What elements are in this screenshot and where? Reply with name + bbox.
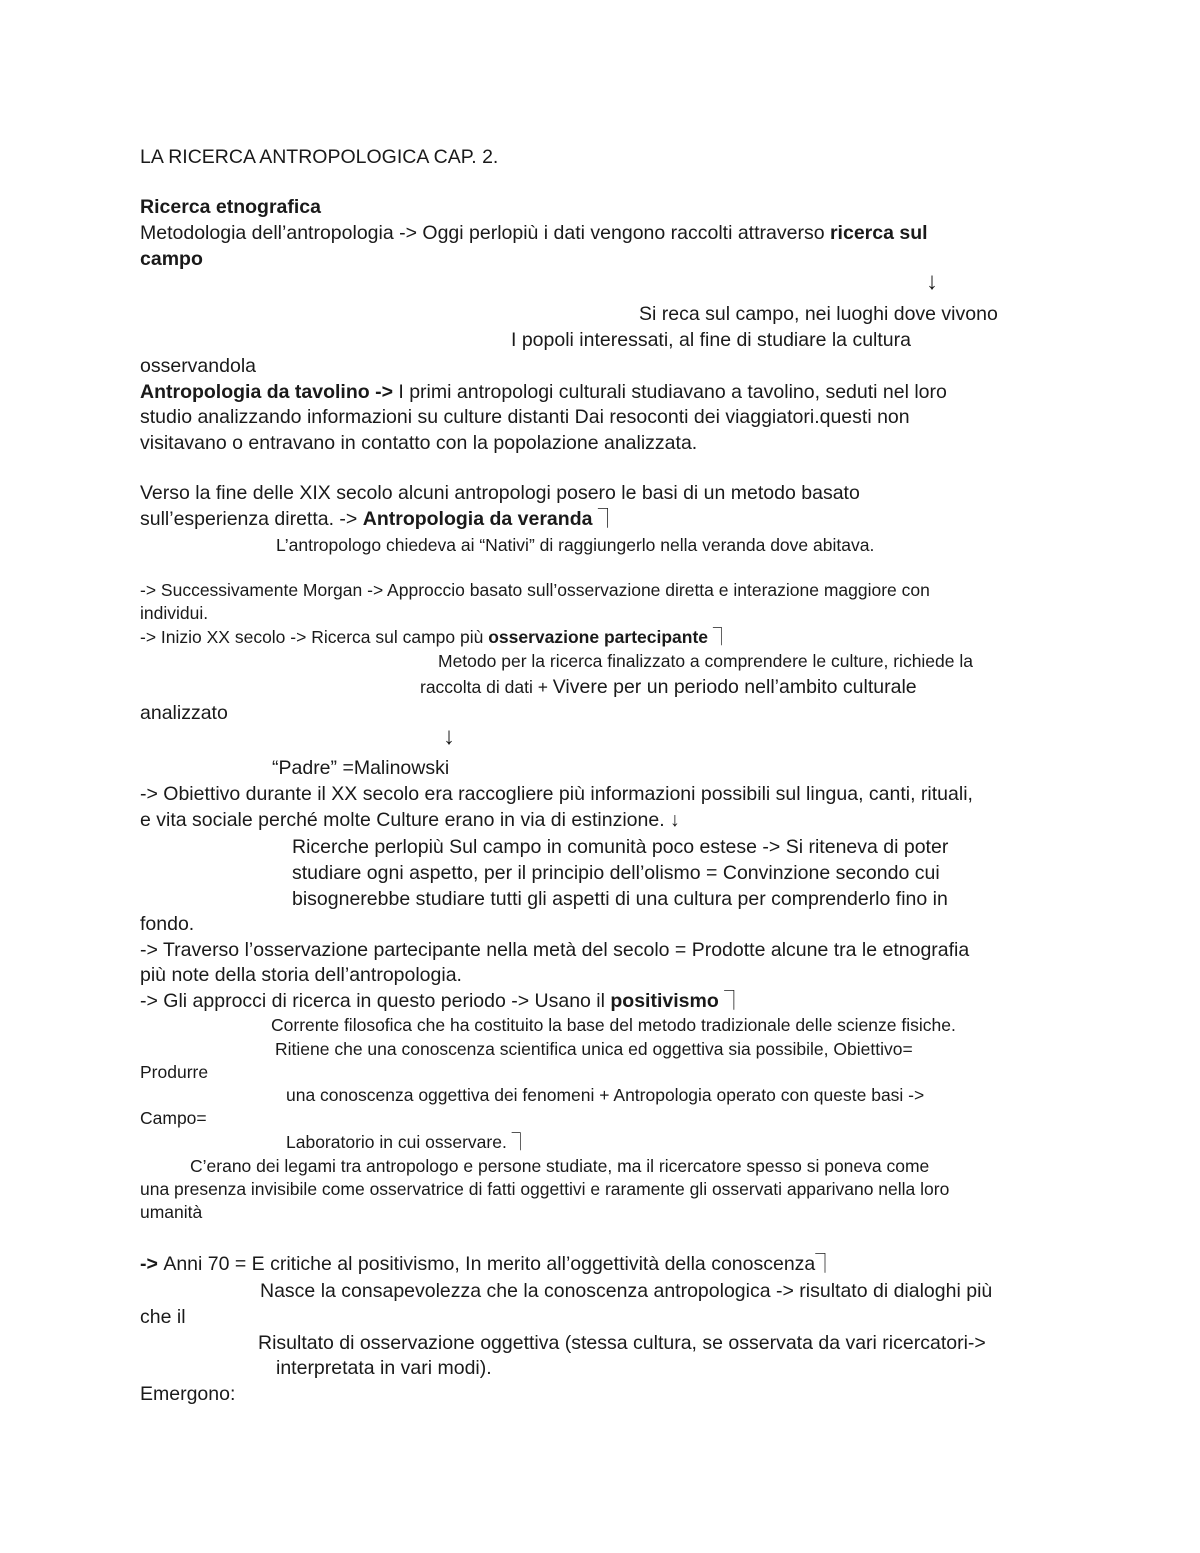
paragraph-line: “Padre” =Malinowski <box>272 757 450 779</box>
paragraph-line: osservandola <box>140 355 256 377</box>
paragraph-line: analizzato <box>140 702 228 724</box>
paragraph-line: -> Gli approcci di ricerca in questo periodo -> Usano il positivismo ⏋ <box>140 990 744 1012</box>
paragraph-line: -> Traverso l’osservazione partecipante nella metà del secolo = Prodotte alcune tra le etnografia <box>140 939 970 961</box>
paragraph-line: Metodo per la ricerca finalizzato a comprendere le culture, richiede la <box>438 651 973 671</box>
paragraph-line: individui. <box>140 603 209 623</box>
paragraph-line: visitavano o entravano in contatto con la popolazione analizzata. <box>140 432 698 454</box>
down-arrow-icon: ↓ <box>443 723 455 750</box>
paragraph-line: più note della storia dell’antropologia. <box>140 964 462 986</box>
paragraph-line: umanità <box>140 1202 203 1222</box>
paragraph-line: bisognerebbe studiare tutti gli aspetti di una cultura per comprenderlo fino in <box>292 888 948 910</box>
paragraph-line: Laboratorio in cui osservare. ⏋ <box>286 1132 530 1152</box>
paragraph-line: studiare ogni aspetto, per il principio dell’olismo = Convinzione secondo cui <box>292 862 940 884</box>
paragraph-line: Produrre <box>140 1062 209 1082</box>
paragraph-line: raccolta di dati + Vivere per un periodo nell’ambito culturale <box>420 676 917 698</box>
paragraph-line: Corrente filosofica che ha costituito la base del metodo tradizionale delle scienze fisiche. <box>271 1015 956 1035</box>
paragraph-line: Metodologia dell’antropologia -> Oggi perlopiù i dati vengono raccolti attraverso ricerca sul <box>140 222 928 244</box>
down-arrow-icon: ↓ <box>926 268 938 295</box>
paragraph-line: Nasce la consapevolezza che la conoscenza antropologica -> risultato di dialoghi più <box>260 1280 993 1302</box>
document-title: LA RICERCA ANTROPOLOGICA CAP. 2. <box>140 146 499 168</box>
paragraph-line: Verso la fine delle XIX secolo alcuni antropologi posero le basi di un metodo basato <box>140 482 860 504</box>
paragraph-line: Ritiene che una conoscenza scientifica unica ed oggettiva sia possibile, Obiettivo= <box>275 1039 913 1059</box>
paragraph-line: Campo= <box>140 1108 207 1128</box>
paragraph-line: e vita sociale perché molte Culture erano in via di estinzione. ↓ <box>140 809 680 831</box>
paragraph-line: fondo. <box>140 913 195 935</box>
paragraph-line: I popoli interessati, al fine di studiare la cultura <box>511 329 911 351</box>
paragraph-line: -> Obiettivo durante il XX secolo era raccogliere più informazioni possibili sul lingua, canti, rituali, <box>140 783 973 805</box>
paragraph-line: una presenza invisibile come osservatrice di fatti oggettivi e raramente gli osservati apparivano nella loro <box>140 1179 950 1199</box>
paragraph-line: Si reca sul campo, nei luoghi dove vivono <box>639 303 998 325</box>
paragraph-line: -> Inizio XX secolo -> Ricerca sul campo più osservazione partecipante ⏋ <box>140 627 731 647</box>
paragraph-line: interpretata in vari modi). <box>276 1357 492 1379</box>
paragraph-line: sull’esperienza diretta. -> Antropologia da veranda ⏋ <box>140 508 618 530</box>
paragraph-line: C’erano dei legami tra antropologo e persone studiate, ma il ricercatore spesso si poneva come <box>190 1156 930 1176</box>
paragraph-line: Emergono: <box>140 1383 236 1405</box>
paragraph-line: studio analizzando informazioni su culture distanti Dai resoconti dei viaggiatori.questi non <box>140 406 910 428</box>
paragraph-line: che il <box>140 1306 186 1328</box>
section-heading: Ricerca etnografica <box>140 196 321 218</box>
paragraph-line: una conoscenza oggettiva dei fenomeni + Antropologia operato con queste basi -> <box>286 1085 925 1105</box>
paragraph-line: campo <box>140 248 203 270</box>
paragraph-line: Ricerche perlopiù Sul campo in comunità poco estese -> Si riteneva di poter <box>292 836 949 858</box>
paragraph-line: -> Anni 70 = E critiche al positivismo, In merito all’oggettività della conoscenza⏋ <box>140 1253 835 1275</box>
paragraph-line: -> Successivamente Morgan -> Approccio basato sull’osservazione diretta e interazione maggiore con <box>140 580 930 600</box>
paragraph-line: L’antropologo chiedeva ai “Nativi” di raggiungerlo nella veranda dove abitava. <box>276 535 875 555</box>
paragraph-line: Risultato di osservazione oggettiva (stessa cultura, se osservata da vari ricercatori-> <box>258 1332 986 1354</box>
paragraph-line: Antropologia da tavolino -> I primi antropologi culturali studiavano a tavolino, seduti nel loro <box>140 381 947 403</box>
